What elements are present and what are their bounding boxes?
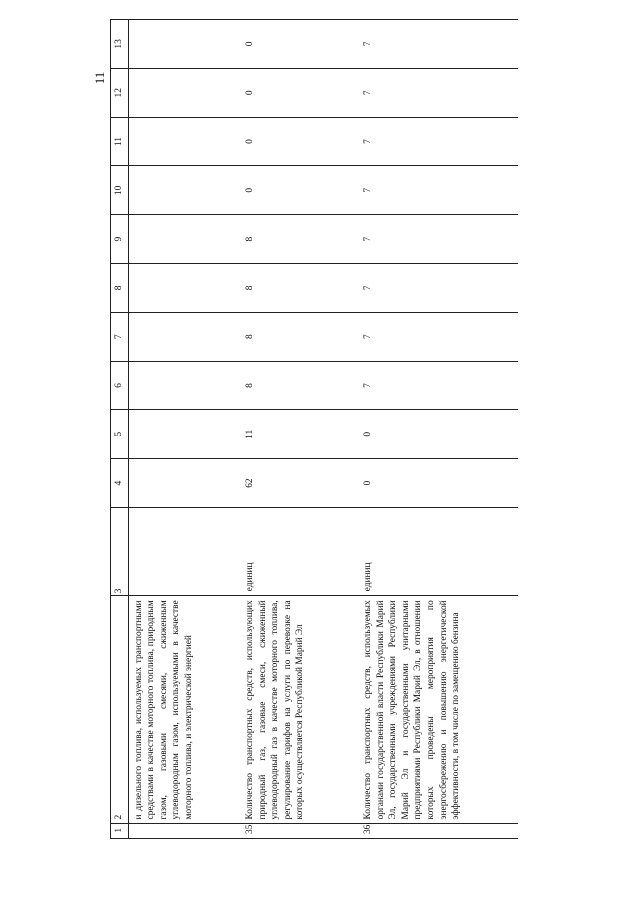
row-unit: единиц	[240, 507, 358, 595]
value-cell	[128, 166, 240, 215]
header-cell: 5	[111, 410, 129, 459]
value-cell	[128, 361, 240, 410]
value-cell: 8	[240, 312, 358, 361]
header-cell: 9	[111, 215, 129, 264]
row-number	[128, 824, 240, 839]
value-cell: 7	[358, 68, 518, 117]
table-row	[358, 20, 518, 839]
row-unit	[128, 507, 240, 595]
value-cell: 0	[358, 459, 518, 508]
value-cell	[128, 410, 240, 459]
value-cell: 62	[240, 459, 358, 508]
indicators-table	[110, 19, 518, 839]
value-cell	[128, 215, 240, 264]
value-cell: 0	[240, 68, 358, 117]
value-cell	[128, 20, 240, 69]
value-cell: 7	[358, 166, 518, 215]
header-cell: 7	[111, 312, 129, 361]
value-cell: 7	[358, 361, 518, 410]
value-cell	[128, 68, 240, 117]
row-description: Количество транспортных средств, использующих природный газ, газовые смеси, сжиженный углеводородный газ в качестве моторного топлива, регулирование тарифов на услуги по перевозке на которых осуществляется Республикой Марий Эл	[240, 596, 358, 824]
value-cell: 7	[358, 117, 518, 166]
row-description: Количество транспортных средств, используемых органами государственной власти Республики Марий Эл, государственными учреждениями Республики Марий Эл и государственными унитарными предприятиями Республики Марий Эл, в отношении которых проведены мероприятия по энергосбережению и повышению энергетической эффективности, в том числе по замещению бензина	[358, 596, 518, 824]
value-cell: 0	[240, 166, 358, 215]
header-cell: 10	[111, 166, 129, 215]
header-cell: 6	[111, 361, 129, 410]
row-unit: единиц	[358, 507, 518, 595]
value-cell: 0	[240, 117, 358, 166]
header-cell: 13	[111, 20, 129, 69]
header-cell: 8	[111, 264, 129, 313]
header-cell: 11	[111, 117, 129, 166]
value-cell: 8	[240, 361, 358, 410]
value-cell	[128, 459, 240, 508]
value-cell: 0	[240, 20, 358, 69]
header-cell: 12	[111, 68, 129, 117]
row-number: 36.	[358, 824, 518, 839]
value-cell: 8	[240, 215, 358, 264]
value-cell: 7	[358, 20, 518, 69]
header-row	[111, 20, 129, 839]
value-cell: 0	[358, 410, 518, 459]
row-number: 35.	[240, 824, 358, 839]
row-description: и дизельного топлива, используемых транспортными средствами в качестве моторного топлива, природным газом, газовыми смесями, сжиженным углеводородным газом, используемыми в качестве моторного топлива, и электрической энергией	[128, 596, 240, 824]
page-number: 11	[92, 71, 107, 85]
header-cell: 3	[111, 507, 129, 595]
value-cell	[128, 117, 240, 166]
value-cell: 11	[240, 410, 358, 459]
value-cell	[128, 312, 240, 361]
value-cell: 7	[358, 215, 518, 264]
value-cell: 8	[240, 264, 358, 313]
value-cell: 7	[358, 312, 518, 361]
table-row	[128, 20, 240, 839]
header-cell: 2	[111, 596, 129, 824]
header-cell: 1	[111, 824, 129, 839]
value-cell	[128, 264, 240, 313]
table-row	[240, 20, 358, 839]
header-cell: 4	[111, 459, 129, 508]
value-cell: 7	[358, 264, 518, 313]
